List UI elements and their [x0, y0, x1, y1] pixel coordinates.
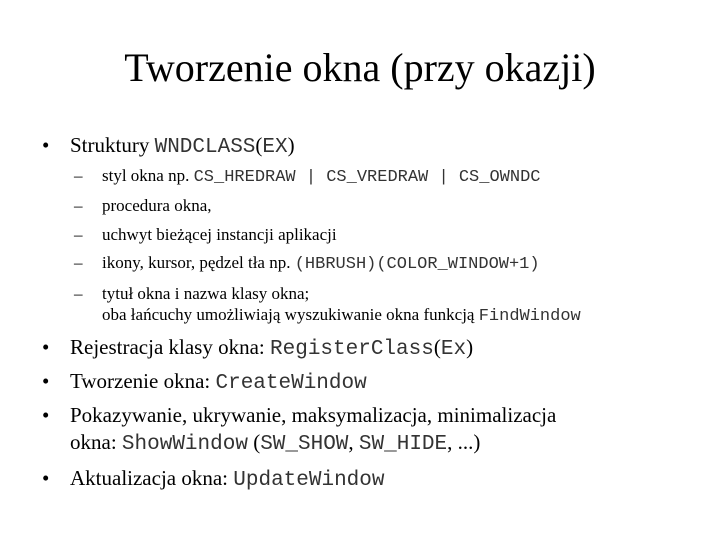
- subitem-icons-cursor-brush: – ikony, kursor, pędzel tła np. (HBRUSH)(COLOR_WINDOW+1): [74, 253, 540, 274]
- subitem-title-classname-continued: oba łańcuchy umożliwiają wyszukiwanie okna funkcją FindWindow: [102, 305, 581, 326]
- code-createwindow: CreateWindow: [215, 372, 367, 395]
- code-class-styles: CS_HREDRAW | CS_VREDRAW | CS_OWNDC: [193, 168, 541, 187]
- code-findwindow: FindWindow: [478, 307, 581, 326]
- dash-marker: –: [74, 253, 83, 272]
- code-updatewindow: UpdateWindow: [233, 469, 385, 492]
- bullet-marker: •: [42, 466, 50, 490]
- code-showwindow: ShowWindow: [121, 433, 248, 456]
- dash-marker: –: [74, 284, 83, 303]
- code-sw-show: SW_SHOW: [260, 433, 349, 456]
- dash-marker: –: [74, 166, 83, 185]
- bullet-item-register: • Rejestracja klasy okna: RegisterClass(Ex): [42, 335, 474, 361]
- code-sw-hide: SW_HIDE: [358, 433, 448, 456]
- subitem-instance-handle: – uchwyt bieżącej instancji aplikacji: [74, 225, 337, 244]
- bullet-marker: •: [42, 403, 50, 427]
- bullet-item-update: • Aktualizacja okna: UpdateWindow: [42, 466, 385, 492]
- bullet-marker: •: [42, 369, 50, 393]
- dash-marker: –: [74, 196, 83, 215]
- bullet-text: Struktury WNDCLASS(EX): [70, 133, 295, 159]
- bullet-item-create: • Tworzenie okna: CreateWindow: [42, 369, 367, 395]
- bullet-marker: •: [42, 335, 50, 359]
- code-wndclass: WNDCLASS: [154, 136, 256, 159]
- code-brush: (HBRUSH)(COLOR_WINDOW+1): [294, 255, 540, 274]
- subitem-window-procedure: – procedura okna,: [74, 196, 212, 215]
- slide-title: Tworzenie okna (przy okazji): [124, 45, 596, 90]
- bullet-item-show-continued: okna: ShowWindow (SW_SHOW, SW_HIDE, ...): [70, 430, 481, 456]
- code-registerclass: RegisterClass: [270, 338, 434, 361]
- bullet-marker: •: [42, 133, 50, 157]
- dash-marker: –: [74, 225, 83, 244]
- bullet-item-structures: [0, 132, 720, 158]
- bullet-item-show: • Pokazywanie, ukrywanie, maksymalizacja, minimalizacja: [42, 403, 557, 427]
- subitem-title-classname: – tytuł okna i nazwa klasy okna;: [74, 284, 310, 303]
- subitem-style: – styl okna np. CS_HREDRAW | CS_VREDRAW | CS_OWNDC: [74, 166, 541, 187]
